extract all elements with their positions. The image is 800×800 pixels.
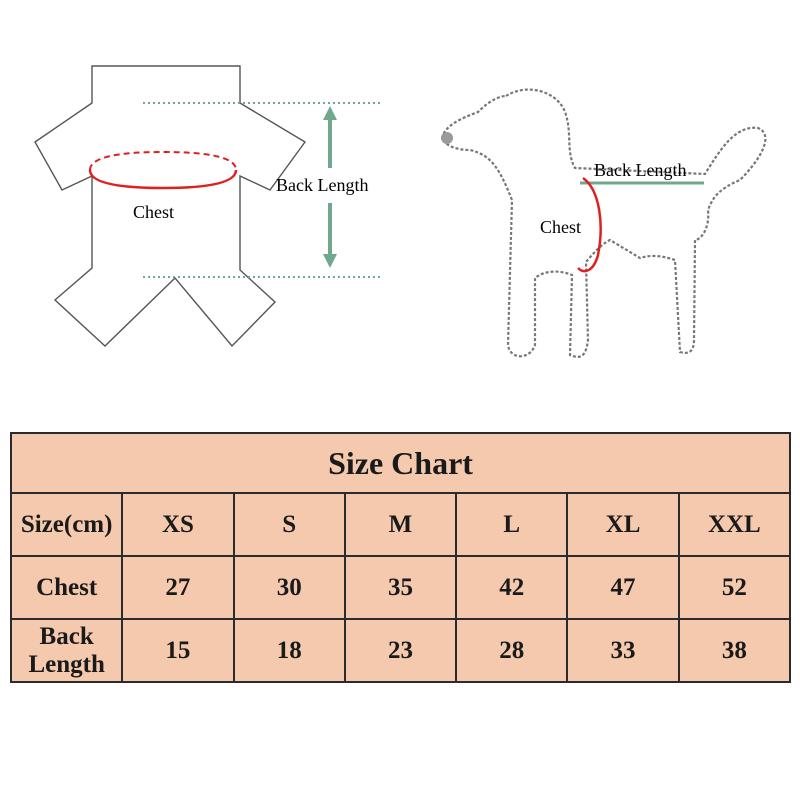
dog-back-length-label: Back Length bbox=[594, 160, 687, 180]
size-header-cell: XXL bbox=[679, 493, 790, 556]
back-length-row bbox=[11, 619, 790, 682]
chest-value-cell: 30 bbox=[234, 556, 345, 619]
size-chart-table bbox=[10, 432, 791, 683]
dog-chest-label: Chest bbox=[540, 217, 582, 237]
chest-value-cell: 42 bbox=[456, 556, 567, 619]
back-length-value-cell: 33 bbox=[567, 619, 678, 682]
size-header-cell: M bbox=[345, 493, 456, 556]
back-length-value-cell: 38 bbox=[679, 619, 790, 682]
chest-row bbox=[11, 556, 790, 619]
garment-diagram bbox=[35, 66, 382, 346]
size-header-label: Size(cm) bbox=[11, 493, 122, 556]
size-chart-title-row bbox=[11, 433, 790, 493]
dog-nose-icon bbox=[441, 132, 453, 144]
size-header-cell: L bbox=[456, 493, 567, 556]
chest-row-label: Chest bbox=[11, 556, 122, 619]
back-length-row-label: Back Length bbox=[11, 619, 122, 682]
chest-value-cell: 27 bbox=[122, 556, 233, 619]
garment-back-length-label: Back Length bbox=[276, 175, 369, 195]
size-chart-title: Size Chart bbox=[11, 433, 790, 493]
chest-value-cell: 47 bbox=[567, 556, 678, 619]
back-length-value-cell: 18 bbox=[234, 619, 345, 682]
size-header-cell: XL bbox=[567, 493, 678, 556]
back-length-value-cell: 28 bbox=[456, 619, 567, 682]
dog-outline bbox=[442, 90, 765, 357]
dog-diagram bbox=[441, 90, 765, 357]
size-header-cell: XS bbox=[122, 493, 233, 556]
chest-value-cell: 52 bbox=[679, 556, 790, 619]
size-header-cell: S bbox=[234, 493, 345, 556]
garment-chest-label: Chest bbox=[133, 202, 175, 222]
back-length-value-cell: 23 bbox=[345, 619, 456, 682]
size-chart bbox=[10, 432, 791, 677]
chest-value-cell: 35 bbox=[345, 556, 456, 619]
size-header-row bbox=[11, 493, 790, 556]
back-length-value-cell: 15 bbox=[122, 619, 233, 682]
